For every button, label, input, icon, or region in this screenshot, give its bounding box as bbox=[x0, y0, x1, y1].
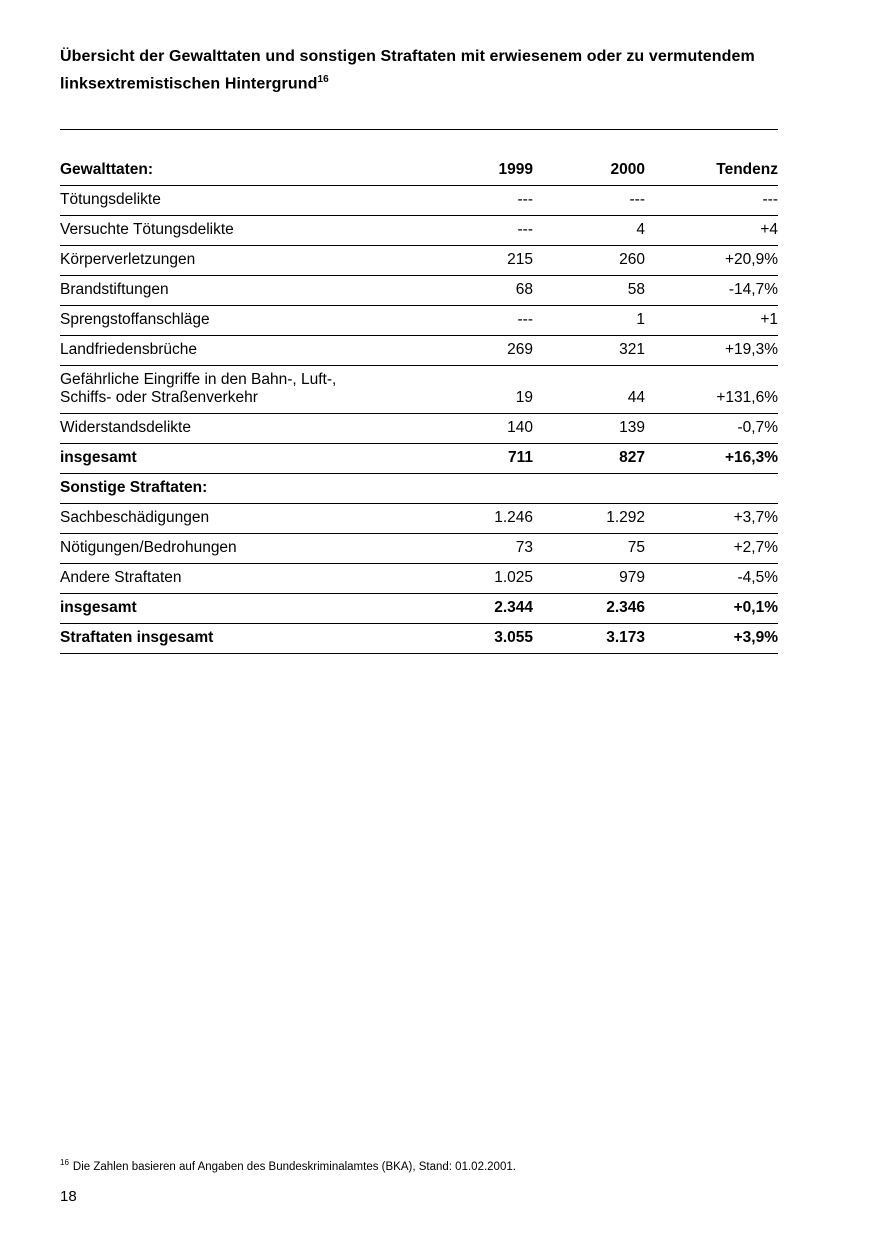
cell-tendenz: -4,5% bbox=[737, 569, 778, 587]
title-footnote-ref: 16 bbox=[317, 74, 329, 85]
footnote-ref: 16 bbox=[60, 1158, 69, 1167]
table-top-rule bbox=[60, 129, 778, 130]
row-label: Andere Straftaten bbox=[60, 569, 182, 587]
row-label: Landfriedensbrüche bbox=[60, 341, 198, 359]
table-row bbox=[60, 216, 778, 246]
cell-2000: --- bbox=[629, 191, 645, 209]
table-section-header bbox=[60, 474, 778, 504]
table-row bbox=[60, 534, 778, 564]
row-label: Straftaten insgesamt bbox=[60, 629, 214, 647]
cell-tendenz: +131,6% bbox=[716, 389, 778, 407]
cell-2000: 139 bbox=[619, 419, 645, 437]
cell-1999: 140 bbox=[507, 419, 533, 437]
cell-1999: --- bbox=[517, 191, 533, 209]
table-row bbox=[60, 366, 778, 414]
cell-2000: 44 bbox=[627, 389, 645, 407]
cell-1999: 2.344 bbox=[494, 599, 533, 617]
footnote-text: Die Zahlen basieren auf Angaben des Bundeskriminalamtes (BKA), Stand: 01.02.2001. bbox=[72, 1160, 516, 1173]
table-row-grand-total bbox=[60, 624, 778, 654]
cell-tendenz: +1 bbox=[760, 311, 778, 329]
cell-tendenz: +16,3% bbox=[724, 449, 778, 467]
table-row bbox=[60, 186, 778, 216]
cell-2000: 2.346 bbox=[606, 599, 645, 617]
cell-tendenz: +4 bbox=[760, 221, 778, 239]
table-row-total-gewalttaten bbox=[60, 444, 778, 474]
section-label: Sonstige Straftaten: bbox=[60, 479, 208, 497]
cell-tendenz: +19,3% bbox=[724, 341, 778, 359]
page-content bbox=[60, 0, 778, 654]
cell-tendenz: +3,7% bbox=[733, 509, 778, 527]
cell-tendenz: +3,9% bbox=[733, 629, 778, 647]
cell-1999: --- bbox=[517, 311, 533, 329]
row-label-line1: Gefährliche Eingriffe in den Bahn-, Luft-, bbox=[60, 371, 337, 389]
cell-2000: 260 bbox=[619, 251, 645, 269]
header-label: Gewalttaten: bbox=[60, 161, 154, 179]
cell-2000: 4 bbox=[636, 221, 645, 239]
cell-1999: 3.055 bbox=[494, 629, 533, 647]
table-row bbox=[60, 276, 778, 306]
cell-2000: 58 bbox=[627, 281, 645, 299]
cell-tendenz: +20,9% bbox=[724, 251, 778, 269]
footnote bbox=[60, 1155, 516, 1175]
table-row bbox=[60, 336, 778, 366]
header-col-tendenz: Tendenz bbox=[716, 161, 778, 179]
cell-tendenz: +0,1% bbox=[733, 599, 778, 617]
cell-tendenz: +2,7% bbox=[733, 539, 778, 557]
statistics-table bbox=[60, 156, 778, 654]
row-label: Brandstiftungen bbox=[60, 281, 169, 299]
table-row bbox=[60, 306, 778, 336]
cell-2000: 827 bbox=[619, 449, 645, 467]
cell-tendenz: -0,7% bbox=[737, 419, 778, 437]
row-label: Widerstandsdelikte bbox=[60, 419, 191, 437]
cell-1999: 73 bbox=[515, 539, 533, 557]
cell-tendenz: --- bbox=[762, 191, 778, 209]
page-number: 18 bbox=[60, 1188, 77, 1205]
cell-2000: 3.173 bbox=[606, 629, 645, 647]
row-label: Tötungsdelikte bbox=[60, 191, 161, 209]
row-label: Nötigungen/Bedrohungen bbox=[60, 539, 237, 557]
page-title-text: Übersicht der Gewalttaten und sonstigen Straftaten mit erwiesenem oder zu vermutendem linksextremistischen Hintergrund bbox=[60, 48, 755, 93]
cell-tendenz: -14,7% bbox=[728, 281, 778, 299]
cell-2000: 1 bbox=[636, 311, 645, 329]
cell-1999: 215 bbox=[507, 251, 533, 269]
cell-1999: 711 bbox=[507, 449, 533, 467]
page-title bbox=[60, 45, 778, 95]
row-label: insgesamt bbox=[60, 599, 137, 617]
row-label bbox=[60, 371, 421, 407]
cell-2000: 75 bbox=[627, 539, 645, 557]
row-label-line2: Schiffs- oder Straßenverkehr bbox=[60, 389, 258, 407]
cell-2000: 321 bbox=[619, 341, 645, 359]
row-label: Sachbeschädigungen bbox=[60, 509, 210, 527]
cell-1999: --- bbox=[517, 221, 533, 239]
table-header-row bbox=[60, 156, 778, 186]
table-row-total-sonstige bbox=[60, 594, 778, 624]
table-row bbox=[60, 504, 778, 534]
header-col-1999: 1999 bbox=[498, 161, 533, 179]
header-col-2000: 2000 bbox=[610, 161, 645, 179]
row-label: Versuchte Tötungsdelikte bbox=[60, 221, 234, 239]
cell-1999: 1.246 bbox=[494, 509, 533, 527]
table-row bbox=[60, 564, 778, 594]
cell-1999: 269 bbox=[507, 341, 533, 359]
row-label: insgesamt bbox=[60, 449, 137, 467]
cell-1999: 68 bbox=[515, 281, 533, 299]
table-row bbox=[60, 246, 778, 276]
cell-1999: 1.025 bbox=[494, 569, 533, 587]
table-row bbox=[60, 414, 778, 444]
row-label: Sprengstoffanschläge bbox=[60, 311, 210, 329]
row-label: Körperverletzungen bbox=[60, 251, 196, 269]
cell-1999: 19 bbox=[515, 389, 533, 407]
cell-2000: 979 bbox=[619, 569, 645, 587]
cell-2000: 1.292 bbox=[606, 509, 645, 527]
